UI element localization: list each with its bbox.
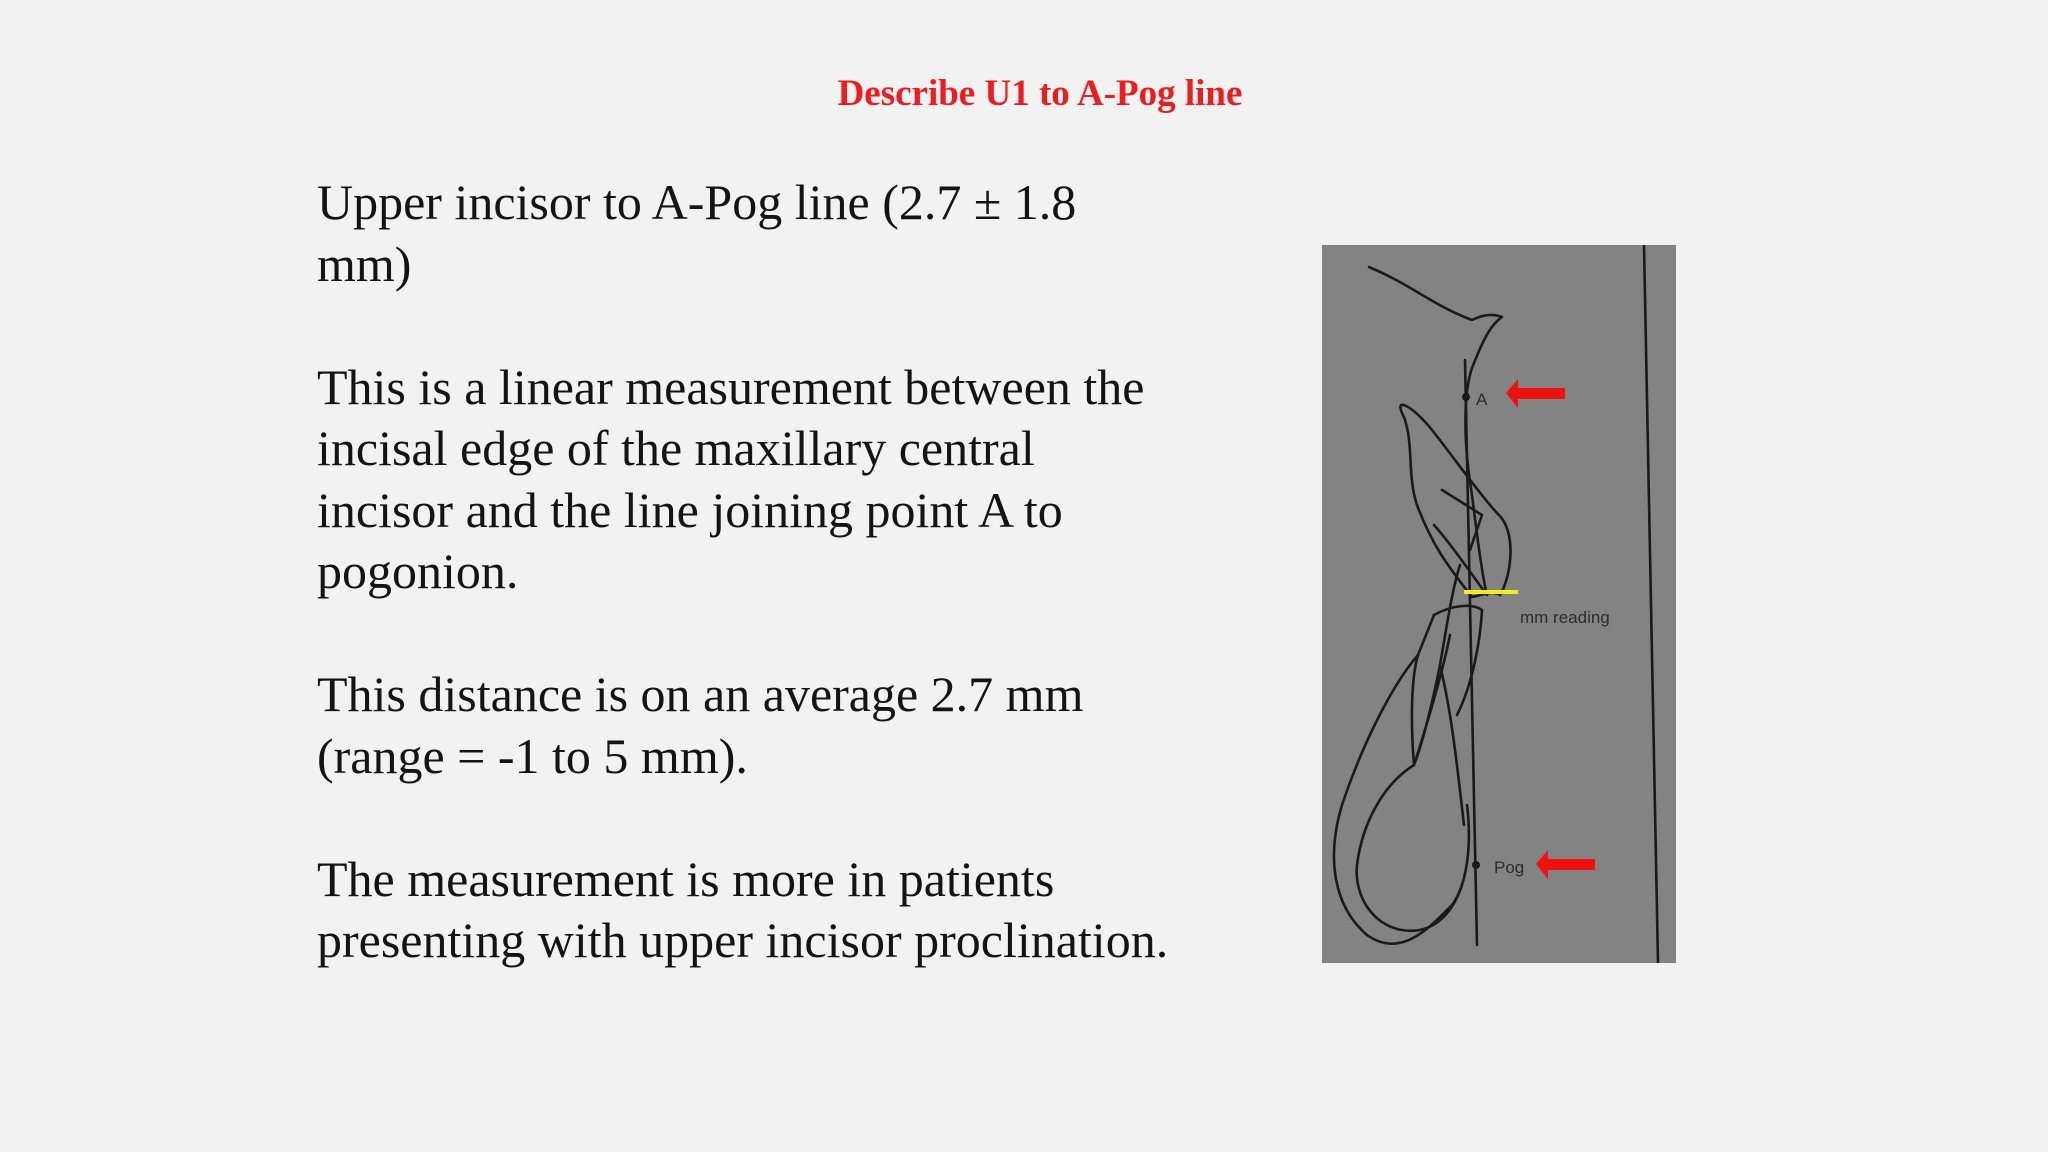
slide-title: Describe U1 to A-Pog line <box>837 73 1243 114</box>
paragraph-average: This distance is on an average 2.7 mm (range = -1 to 5 mm). <box>317 666 1084 784</box>
point-a-marker <box>1462 393 1470 401</box>
label-mm-reading: mm reading <box>1520 608 1610 627</box>
label-pog: Pog <box>1494 858 1525 877</box>
paragraph-clinical-note: The measurement is more in patients presenting with upper incisor proclination. <box>317 850 1169 968</box>
paragraph-description: This is a linear measurement between the incisal edge of the maxillary central incisor and the line joining point A to pogonion. <box>317 358 1145 599</box>
tracing-drawing <box>1322 245 1676 963</box>
slide-body <box>317 172 1177 1033</box>
paragraph-definition-heading: Upper incisor to A-Pog line (2.7 ± 1.8 mm) <box>317 174 1077 292</box>
point-pog-marker <box>1472 861 1480 869</box>
label-point-a: A <box>1476 390 1488 409</box>
cephalometric-tracing-figure <box>1322 245 1676 963</box>
